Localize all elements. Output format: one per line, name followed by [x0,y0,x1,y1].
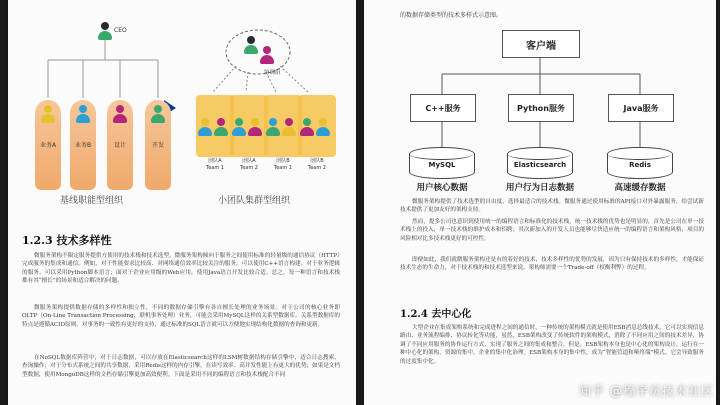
service-box-python: Python服务 [508,94,574,122]
team-label: 团队B Team 1 [274,158,292,171]
team-member-figure [151,105,165,123]
database-label: Elasticsearch [513,161,567,169]
paragraph: 微服务架构不限定服务提供方使用的技术栈和技术选型，微服务架构倾向于服务之间使用标准的轻量级的通信协议（HTTP）完成服务的集成和通信。例如，对于性能要求比较高、对网络通信效率比较关注的服务，可以使用C++语言构建；对于业务逻辑的服务，可以采用Python脚本语言；面对于企业应用级的Web应用，使用Java语言开发比较合适。总之，每一种语言和技术栈都有其“擅长”的场景和适合解决的问题。 [22,253,340,285]
service-box-cpp: C++服务 [410,94,476,122]
pillar-label: 设计 [113,142,126,149]
paragraph: 微服务架构提供数据存储的多样性和独立性，不同的数据存储引擎有各自擅长处理的业务场景。对于公司的核心业务即OLTP（On-Line Transaction Processing，联机事务处理）业务，可能会采用MySQL这样的关系型数据库。关系型数据库的特点是遵循ACID原则，对事务的一致性有更好的支持，通过标准的SQL语言就可以方便地实现结构化数据的查询和更新。 [22,305,340,328]
paragraph: 然而，提多公司也意识到使用统一的编程语言和标准化的技术栈，统一技术栈的优势也是明显的，首先是公司在单一技术栈上的投入，单一技术栈的维护成本和招聘；其次新加入的开发人员也能够尽快适应统一的编程语言和架构风格，项目的风险相对比多技术栈更好的可控性。 [400,219,704,242]
ceo-figure [98,22,112,40]
team-member-figure [113,105,127,123]
team-member-figure [316,118,330,136]
paragraph: 微服务架构提供了技术选型的自由度，选择最适合的技术栈。微服务通过使用标准的API接口对外暴露服务，给尝试新技术提供了更加友好的架构支持。 [400,199,704,214]
database-caption: 用户行为日志数据 [505,183,574,193]
team-member-figure [282,118,296,136]
left-diagram-caption: 基线职能型组织 [60,196,124,206]
team-label: 团队B Team 2 [308,158,326,171]
section-title: 1.2.4 去中心化 [400,309,472,320]
database-label: Redis [629,161,651,169]
right-page [364,0,716,405]
left-page [8,0,356,405]
client-box: 客户端 [502,30,580,58]
database-label: MySQL [428,161,456,169]
team-member-figure [248,118,262,136]
team-member-figure [232,118,246,136]
section-title: 1.2.3 技术多样性 [22,234,112,247]
pillar-label: 业务B [74,142,92,149]
team-member-figure [214,118,228,136]
team-member-figure [266,118,280,136]
paragraph: 大型企业在集成架构系统和完成进程之间的通信时，一种传统的架构模式就是使用ESB消息总线技术。它可以实现信息路由、业务流程编排、协议转化等功能，虽然，ESB架构改变了传统软件的架构模式，消除了不同应用之间的技术差异，协调了不同应用服务的协作运行方式，实现了服务之间的集成和整合。但是，ESB架构本身也是中心化的架构设计，运行在一种中心化的架构，资源的集中，企业的集中化治理。ESB架构本身的集中性，成为“智能管道和哑终端”模式。它会导致服务的过度集中化。 [400,325,704,365]
coordinator-figure [244,36,258,54]
service-box-java: Java服务 [608,94,674,122]
database-caption: 高速缓存数据 [614,183,666,193]
paragraph: 在NoSQL数据库阵营中，对于日志数据，可以存放在Elasticsearch这样的LSM树数据结构存储引擎中，适合日志搜索、查询操作；对于分布式系统之间的共享数据，采用Redis这样的内存引擎，在读写效率、高并发性能上有更大的优势；如果是文档型数据，使用MongoDB这样的文档存储引擎更加高效便利。下面是采用不同的编程语言和技术栈配合不同 [22,355,340,378]
team-label: 团队A Team 2 [240,158,258,171]
paragraph: 即便如此，我们就微服务架构还是有的着好的技术，技术多样性的优势的发展，因为只有保持技术的多样性，才能保证技术生态的生命力，对于技术栈的和技术选型来说，架构师需要一个Trade-off（权衡利弊）的过程。 [400,257,704,272]
database-mysql [409,147,475,179]
pillar-label: 开发 [151,142,164,149]
team-member-figure [76,105,90,123]
team-member-figure [198,118,212,136]
right-diagram-caption: 小团队集群型组织 [218,196,291,206]
ceo-label: CEO [114,27,127,34]
intro-text: 的数据存储类型的技术多样式示意图。 [400,12,503,19]
database-redis [607,147,673,179]
team-member-figure [300,118,314,136]
database-elasticsearch [507,147,573,179]
database-caption: 用户核心数据 [416,183,468,193]
coordinator-figure [260,46,274,64]
coordinator-label: 协调组 [264,70,281,76]
watermark: 知乎 @程序员技术社区 [579,384,714,398]
pillar-label: 业务A [39,142,57,149]
team-label: 团队A Team 1 [206,158,224,171]
team-member-figure [41,105,55,123]
